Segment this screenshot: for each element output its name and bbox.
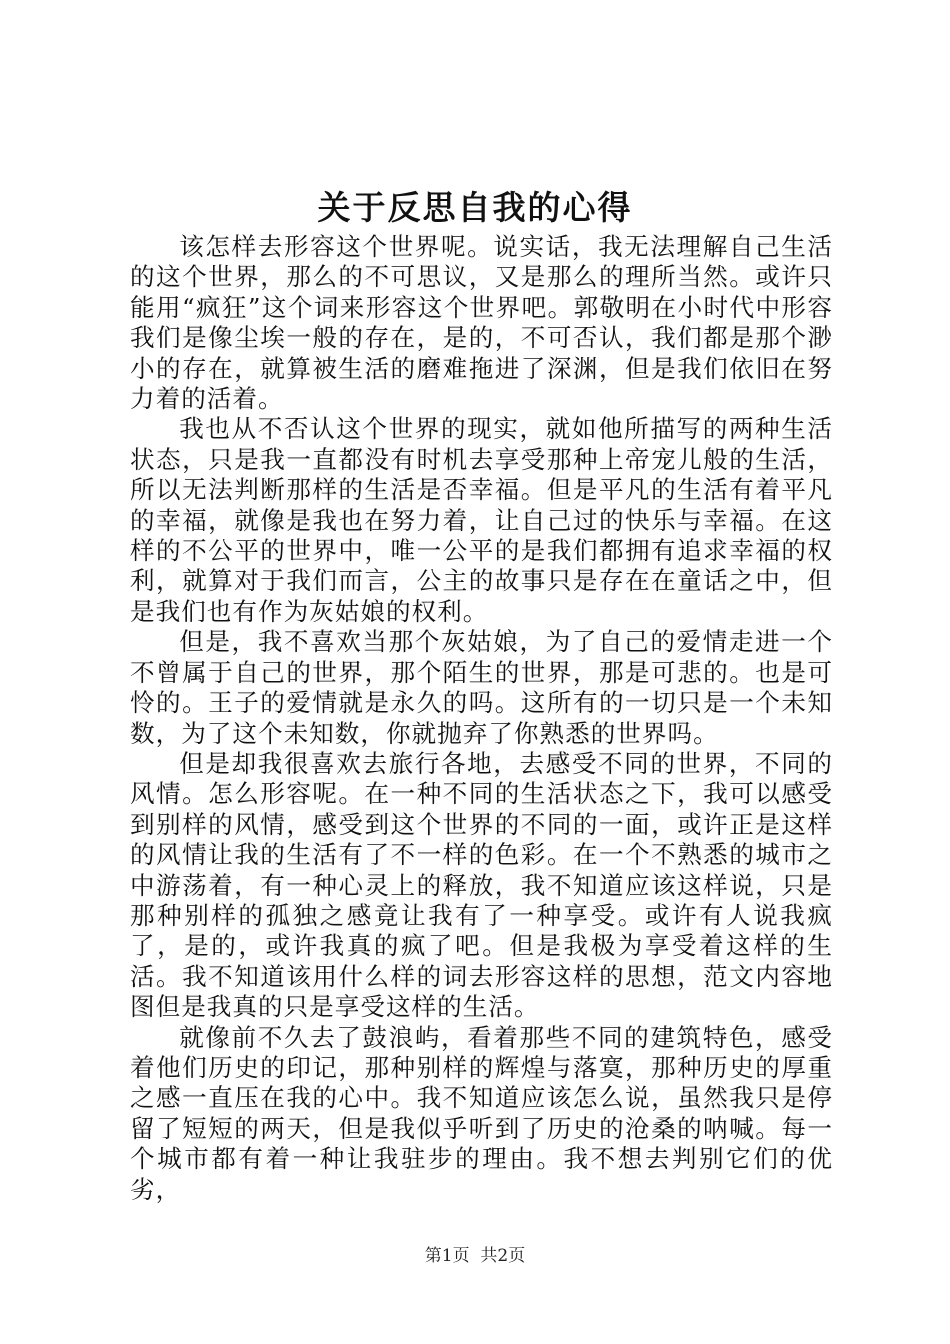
paragraph-4: 但是却我很喜欢去旅行各地，去感受不同的世界，不同的风情。怎么形容呢。在一种不同的生活状态之下，我可以感受到别样的风情，感受到这个世界的不同的一面，或许正是这样的风情让我的生活有了不一样的色彩。在一个不熟悉的城市之中游荡着，有一种心灵上的释放，我不知道应该这样说，只是那种别样的孤独之感竟让我有了一种享受。或许有人说我疯了，是的，或许我真的疯了吧。但是我极为享受着这样的生活。我不知道该用什么样的词去形容这样的思想，范文内容地图但是我真的只是享受这样的生活。 <box>130 748 833 1022</box>
page-total: 共2页 <box>480 1246 526 1266</box>
document-title: 关于反思自我的心得 <box>317 188 633 227</box>
paragraph-1: 该怎样去形容这个世界呢。说实话，我无法理解自己生活的这个世界，那么的不可思议，又是那么的理所当然。或许只能用“疯狂”这个词来形容这个世界吧。郭敬明在小时代中形容我们是像尘埃一般的存在，是的，不可否认，我们都是那个渺小的存在，就算被生活的磨难拖进了深渊，但是我们依旧在努力着的活着。 <box>130 232 833 414</box>
paragraph-3: 但是，我不喜欢当那个灰姑娘，为了自己的爱情走进一个不曾属于自己的世界，那个陌生的世界，那是可悲的。也是可怜的。王子的爱情就是永久的吗。这所有的一切只是一个未知数，为了这个未知数，你就抛弃了你熟悉的世界吗。 <box>130 627 833 748</box>
paragraph-2: 我也从不否认这个世界的现实，就如他所描写的两种生活状态，只是我一直都没有时机去享受那种上帝宠儿般的生活，所以无法判断那样的生活是否幸福。但是平凡的生活有着平凡的幸福，就像是我也在努力着，让自己过的快乐与幸福。在这样的不公平的世界中，唯一公平的是我们都拥有追求幸福的权利，就算对于我们而言，公主的故事只是存在在童话之中，但是我们也有作为灰姑娘的权利。 <box>130 414 833 626</box>
document-body <box>130 232 833 1205</box>
page-footer <box>0 1245 950 1267</box>
page-number: 第1页 <box>424 1246 470 1266</box>
paragraph-5: 就像前不久去了鼓浪屿，看着那些不同的建筑特色，感受着他们历史的印记，那种别样的辉煌与落寞，那种历史的厚重之感一直压在我的心中。我不知道应该怎么说，虽然我只是停留了短短的两天，但是我似乎听到了历史的沧桑的呐喊。每一个城市都有着一种让我驻步的理由。我不想去判别它们的优劣， <box>130 1022 833 1204</box>
